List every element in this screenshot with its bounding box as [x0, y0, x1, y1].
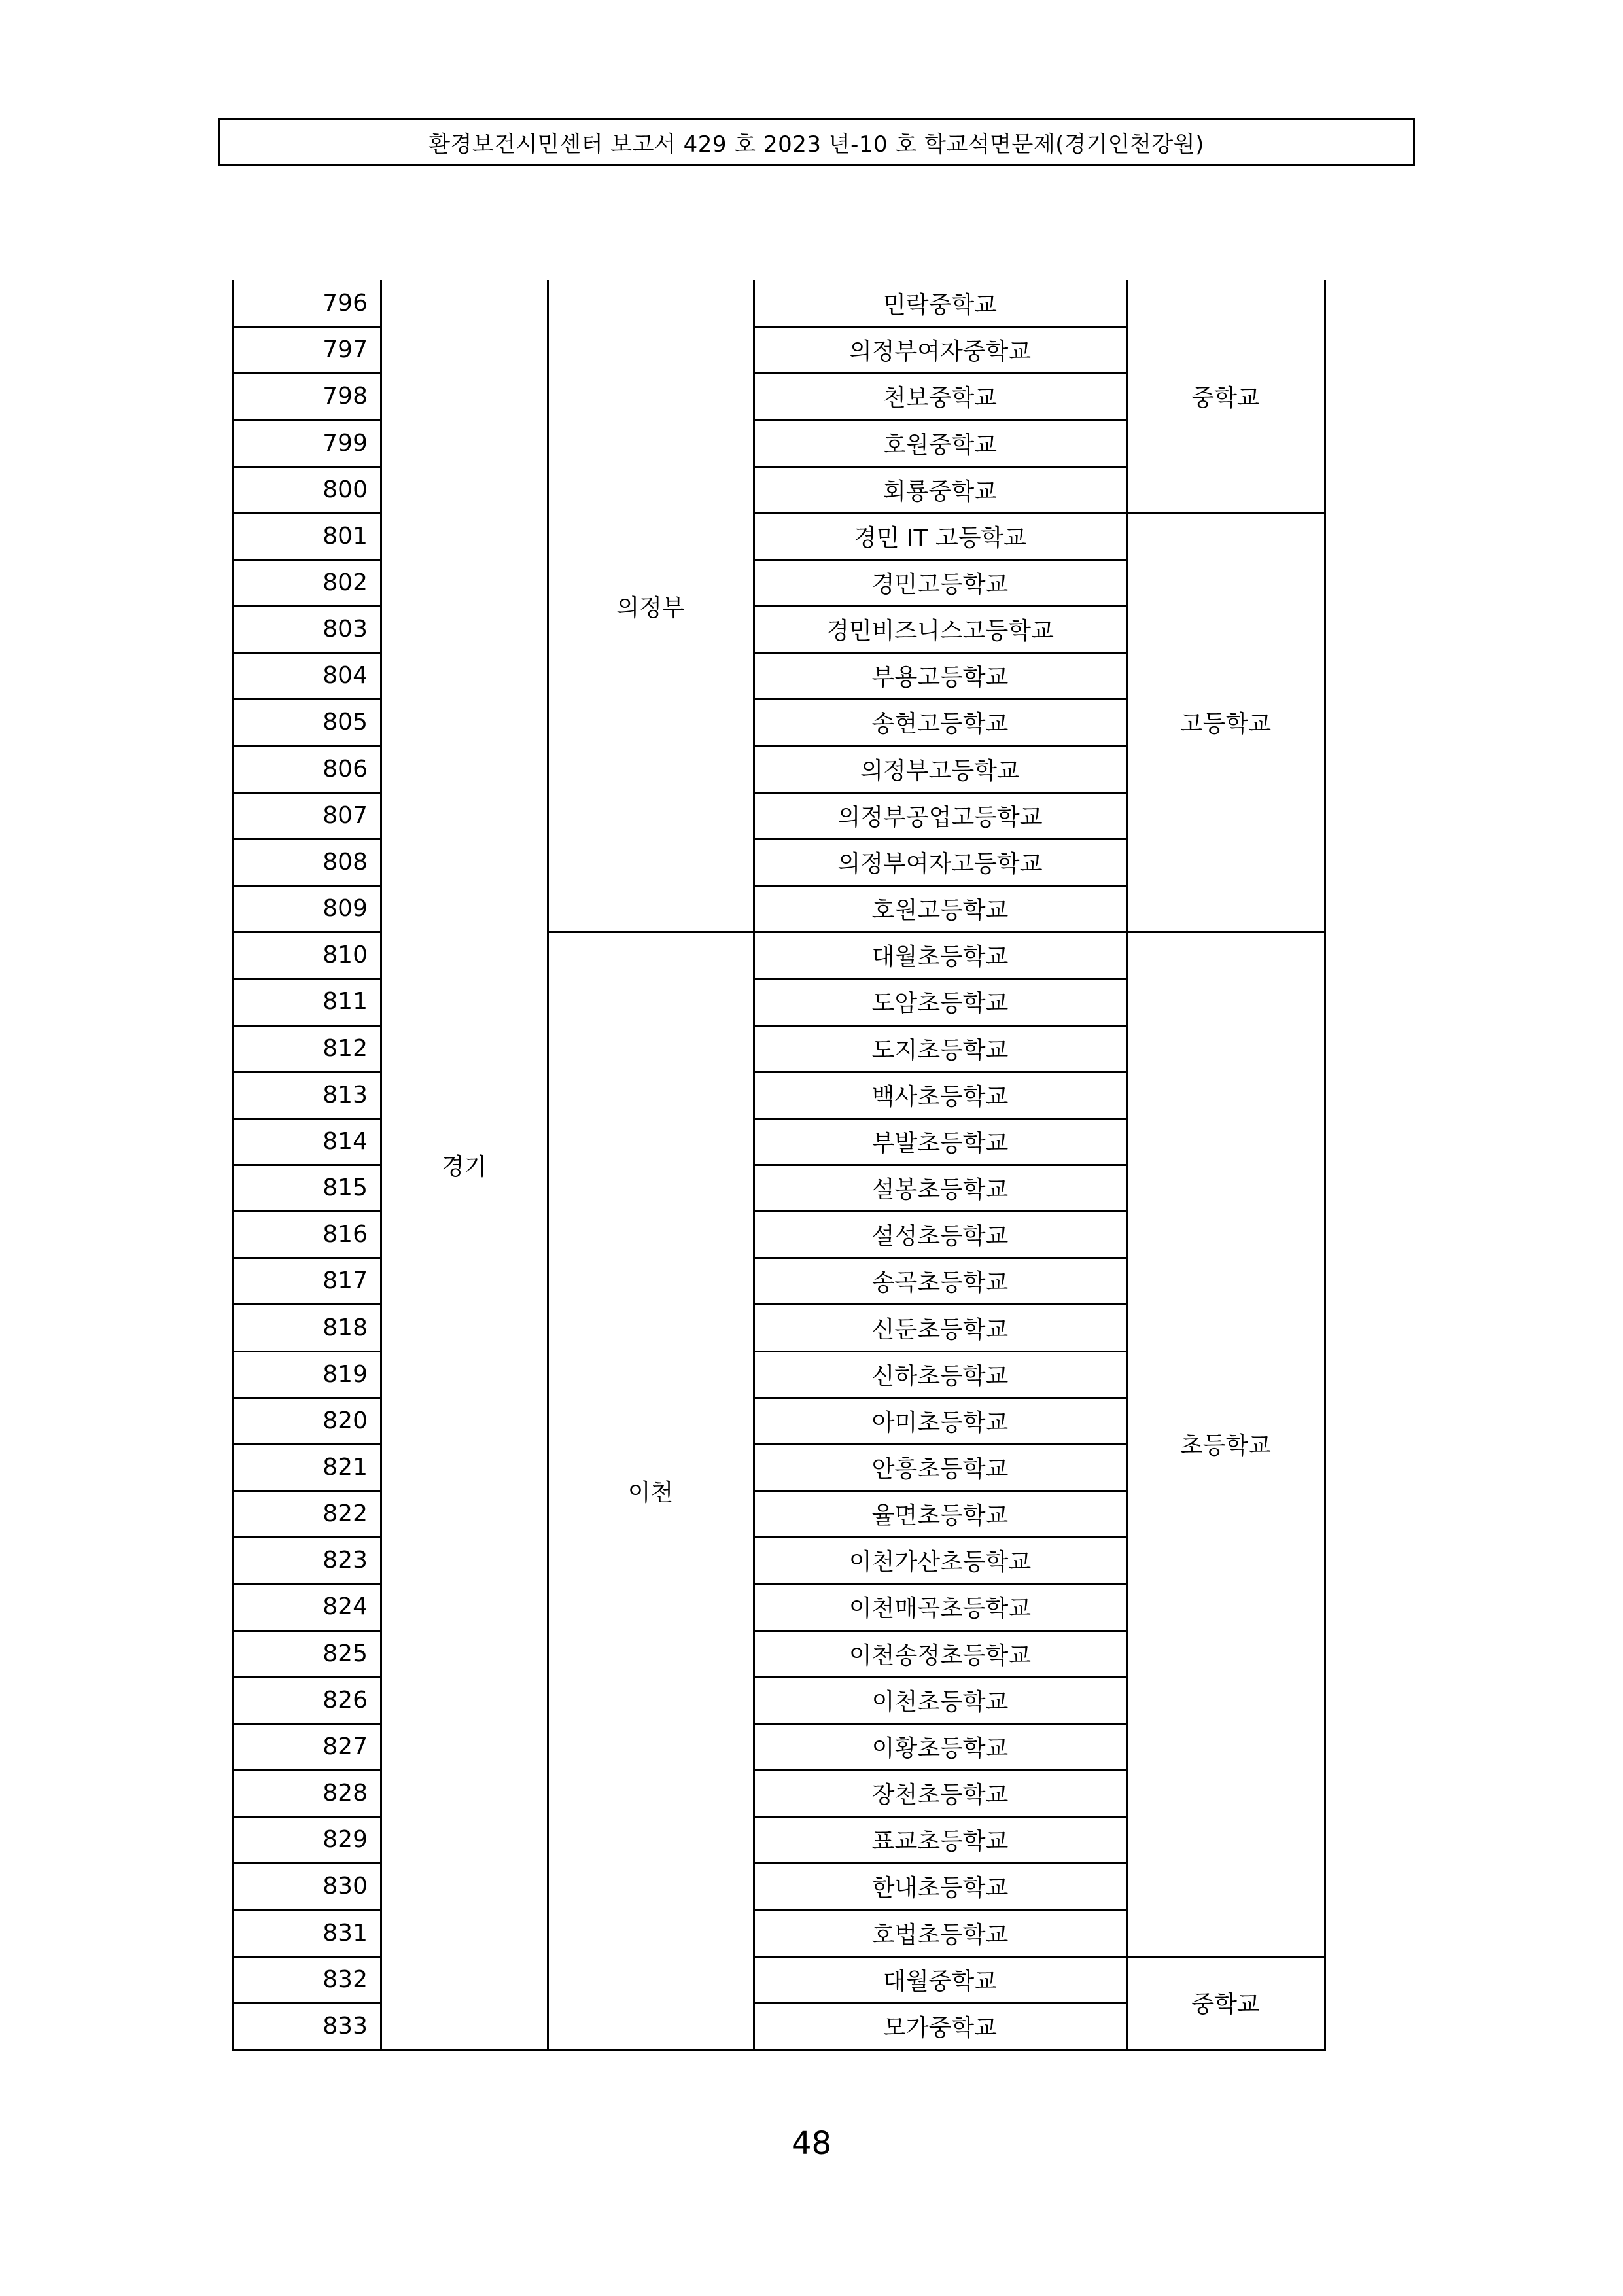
row-number: 813 — [323, 1081, 368, 1108]
row-number: 809 — [323, 895, 368, 923]
school-name: 도지초등학교 — [871, 1036, 1009, 1064]
row-number: 819 — [323, 1360, 368, 1388]
school-name: 송현고등학교 — [871, 711, 1009, 738]
row-number: 820 — [323, 1407, 368, 1434]
row-number: 830 — [323, 1873, 368, 1900]
school-name: 천보중학교 — [883, 385, 997, 412]
school-name: 이천가산초등학교 — [848, 1549, 1032, 1576]
school-level: 중학교 — [1191, 385, 1260, 412]
row-number: 822 — [323, 1500, 368, 1528]
school-name: 설성초등학교 — [871, 1223, 1009, 1250]
school-level: 초등학교 — [1179, 1432, 1272, 1460]
school-name: 호원고등학교 — [871, 897, 1009, 925]
school-name: 신둔초등학교 — [871, 1316, 1009, 1343]
row-number: 821 — [323, 1454, 368, 1481]
row-number: 807 — [323, 802, 368, 829]
school-name: 경민고등학교 — [871, 571, 1009, 599]
school-level: 고등학교 — [1179, 711, 1272, 738]
row-number: 811 — [323, 988, 368, 1016]
row-number: 825 — [323, 1640, 368, 1667]
row-number: 800 — [323, 476, 368, 503]
row-number: 802 — [323, 569, 368, 597]
school-name: 경민비즈니스고등학교 — [826, 618, 1054, 645]
school-name: 설봉초등학교 — [871, 1176, 1009, 1204]
school-name: 아미초등학교 — [871, 1409, 1009, 1436]
row-number: 814 — [323, 1127, 368, 1155]
school-name: 부용고등학교 — [871, 664, 1009, 692]
school-name: 장천초등학교 — [871, 1782, 1009, 1809]
row-number: 796 — [323, 290, 368, 317]
city-name: 이천 — [627, 1479, 674, 1506]
page-number: 48 — [791, 2125, 832, 2162]
school-level: 중학교 — [1191, 1991, 1260, 2019]
school-name: 모가중학교 — [883, 2014, 997, 2041]
city-name: 의정부 — [616, 594, 685, 622]
school-name: 의정부고등학교 — [860, 757, 1020, 785]
school-name: 호법초등학교 — [871, 1921, 1009, 1949]
school-name: 도암초등학교 — [871, 990, 1009, 1017]
row-number: 828 — [323, 1780, 368, 1807]
row-number: 818 — [323, 1314, 368, 1341]
row-number: 812 — [323, 1034, 368, 1062]
school-name: 대월중학교 — [883, 1968, 997, 1995]
row-number: 832 — [323, 1966, 368, 1993]
school-name: 의정부여자중학교 — [848, 338, 1032, 366]
row-number: 831 — [323, 1919, 368, 1947]
row-number: 805 — [323, 709, 368, 736]
school-name: 경민 IT 고등학교 — [853, 524, 1027, 552]
school-name: 백사초등학교 — [871, 1083, 1009, 1110]
row-number: 806 — [323, 755, 368, 783]
report-header — [218, 118, 1415, 166]
row-number: 817 — [323, 1267, 368, 1295]
school-name: 안흥초등학교 — [871, 1456, 1009, 1483]
row-number: 815 — [323, 1174, 368, 1202]
row-number: 810 — [323, 942, 368, 969]
school-name: 율면초등학교 — [871, 1502, 1009, 1530]
row-number: 833 — [323, 2012, 368, 2040]
row-number: 803 — [323, 616, 368, 643]
school-name: 의정부여자고등학교 — [837, 850, 1043, 877]
school-name: 표교초등학교 — [871, 1828, 1009, 1856]
row-number: 801 — [323, 522, 368, 550]
row-number: 823 — [323, 1547, 368, 1574]
school-name: 송곡초등학교 — [871, 1269, 1009, 1297]
school-name: 이천매곡초등학교 — [848, 1595, 1032, 1623]
row-number: 808 — [323, 848, 368, 875]
school-name: 의정부공업고등학교 — [837, 804, 1043, 831]
row-number: 798 — [323, 383, 368, 410]
row-number: 824 — [323, 1593, 368, 1621]
row-number: 827 — [323, 1733, 368, 1760]
row-number: 826 — [323, 1686, 368, 1714]
row-number: 797 — [323, 336, 368, 364]
school-name: 신하초등학교 — [871, 1362, 1009, 1390]
report-title: 환경보건시민센터 보고서 429 호 2023 년-10 호 학교석면문제(경기인천강원) — [428, 131, 1204, 158]
row-number: 829 — [323, 1826, 368, 1854]
row-number: 816 — [323, 1221, 368, 1248]
school-name: 민락중학교 — [883, 292, 997, 319]
row-number: 799 — [323, 429, 368, 457]
school-name: 부발초등학교 — [871, 1129, 1009, 1157]
school-name: 한내초등학교 — [871, 1875, 1009, 1902]
province-name: 경기 — [441, 1153, 487, 1180]
school-name: 이천송정초등학교 — [848, 1642, 1032, 1669]
school-name: 호원중학교 — [883, 431, 997, 459]
school-name: 이천초등학교 — [871, 1688, 1009, 1716]
school-name: 이황초등학교 — [871, 1735, 1009, 1762]
school-name: 대월초등학교 — [871, 944, 1009, 971]
row-number: 804 — [323, 662, 368, 690]
school-name: 회룡중학교 — [883, 478, 997, 505]
